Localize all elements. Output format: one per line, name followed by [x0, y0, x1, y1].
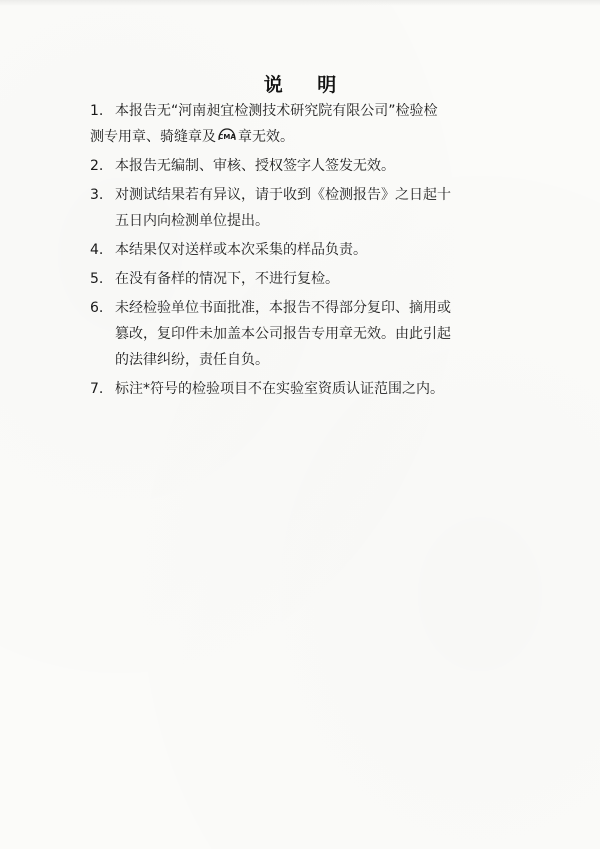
item-number: 2. [90, 158, 104, 174]
item-number: 1. [90, 103, 104, 119]
item-text-line: 未经检验单位书面批准，本报告不得部分复印、摘用或 [115, 300, 451, 316]
scan-edge [0, 0, 600, 6]
item-number: 6. [90, 300, 104, 316]
item-text-line [90, 124, 530, 150]
item-number: 5. [90, 271, 104, 287]
item-text-line: 篡改，复印件未加盖本公司报告专用章无效。由此引起 [115, 326, 451, 342]
page-title: 说 明 [263, 74, 351, 96]
item-text-line: 本报告无“河南昶宜检测技术研究院有限公司”检验检 [115, 103, 438, 119]
list-item-3 [90, 182, 530, 234]
item-text-line: 本结果仅对送样或本次采集的样品负责。 [115, 242, 367, 258]
cma-logo-text: CMA [218, 133, 236, 141]
item-text-line: 五日内向检测单位提出。 [115, 213, 269, 229]
item-number: 7. [90, 381, 104, 397]
item-text-line: 对测试结果若有异议，请于收到《检测报告》之日起十 [115, 187, 451, 203]
item-text-part: 章无效。 [238, 129, 294, 145]
item-text-line: 标注*符号的检验项目不在实验室资质认证范围之内。 [115, 381, 444, 397]
item-number: 3. [90, 187, 104, 203]
list-item-7 [90, 376, 530, 402]
item-text-line: 的法律纠纷，责任自负。 [115, 352, 269, 368]
list-item-5 [90, 266, 530, 292]
list-item-6 [90, 295, 530, 373]
list-item-4 [90, 237, 530, 263]
item-text-part: 测专用章、骑缝章及 [90, 129, 216, 145]
item-number: 4. [90, 242, 104, 258]
list-item-1 [90, 98, 530, 150]
cma-logo [217, 128, 237, 142]
list-item-2 [90, 153, 530, 179]
item-text-line: 本报告无编制、审核、授权签字人签发无效。 [115, 158, 395, 174]
notes-list [90, 98, 530, 405]
item-text-line: 在没有备样的情况下，不进行复检。 [115, 271, 339, 287]
